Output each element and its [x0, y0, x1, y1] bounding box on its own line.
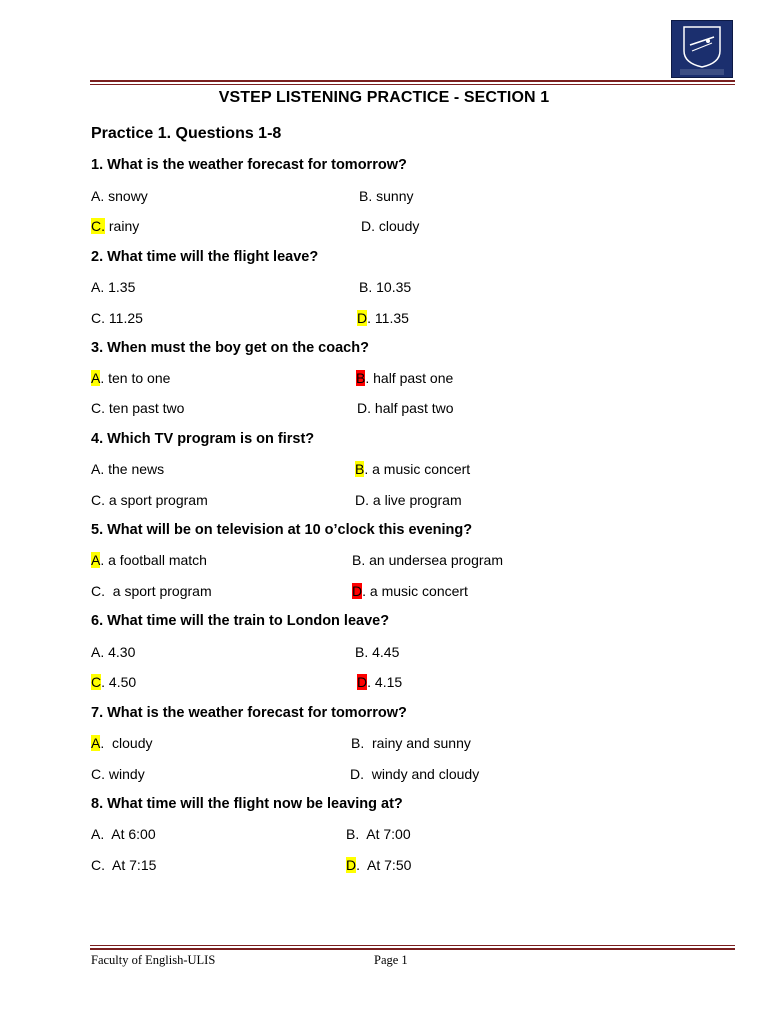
q8-d-letter: D: [346, 857, 357, 873]
practice-heading: Practice 1. Questions 1-8: [91, 125, 282, 142]
q1-option-d: [361, 218, 419, 234]
q2-c-text: . 11.25: [101, 310, 143, 326]
q8-option-b: [346, 826, 411, 842]
q1-a-text: . snowy: [100, 188, 148, 204]
q6-d-letter: D: [357, 674, 368, 690]
q3-option-c: [91, 400, 184, 416]
q8-a-text: . At 6:00: [100, 826, 156, 842]
q6-option-b: [355, 644, 399, 660]
q1-c-letter: C.: [91, 218, 105, 234]
question-8: 8. What time will the flight now be leaving at?: [91, 796, 403, 812]
question-5: 5. What will be on television at 10 o’clock this evening?: [91, 522, 473, 538]
q6-c-text: . 4.50: [101, 674, 137, 690]
q1-b-text: . sunny: [368, 188, 414, 204]
university-crest-icon: [672, 21, 732, 77]
q1-d-letter: D: [361, 218, 372, 234]
q3-option-a: [91, 370, 170, 386]
q4-a-letter: A: [91, 461, 101, 477]
q7-option-a: [91, 735, 152, 751]
q5-option-b: [352, 552, 503, 568]
q8-b-text: . At 7:00: [355, 826, 411, 842]
q1-option-c: [91, 218, 139, 234]
footer-page-number: Page 1: [374, 953, 408, 967]
question-7: 7. What is the weather forecast for tomorrow?: [91, 705, 407, 721]
q2-option-a: [91, 279, 135, 295]
q7-d-text: . windy and cloudy: [360, 766, 480, 782]
q8-option-a: [91, 826, 156, 842]
q2-option-c: [91, 310, 143, 326]
q4-c-letter: C: [91, 492, 102, 508]
q4-d-letter: D: [355, 492, 366, 508]
q5-a-letter: A: [91, 552, 101, 568]
q2-d-letter: D: [357, 310, 368, 326]
header-rule-thin: [90, 84, 735, 85]
q2-option-b: [359, 279, 411, 295]
q7-a-letter: A: [91, 735, 101, 751]
q7-option-b: [351, 735, 471, 751]
q4-option-b: [355, 461, 470, 477]
footer-rule-thin: [90, 945, 735, 946]
q3-a-text: . ten to one: [100, 370, 171, 386]
q1-c-text: rainy: [105, 218, 140, 234]
q7-b-letter: B: [351, 735, 361, 751]
q6-a-text: . 4.30: [100, 644, 136, 660]
question-2: 2. What time will the flight leave?: [91, 249, 319, 265]
question-6: 6. What time will the train to London leave?: [91, 613, 390, 629]
q3-c-letter: C: [91, 400, 102, 416]
q4-b-letter: B: [355, 461, 365, 477]
q5-d-text: . a music concert: [362, 583, 468, 599]
q2-b-text: . 10.35: [368, 279, 412, 295]
q5-a-text: . a football match: [100, 552, 207, 568]
q8-c-text: . At 7:15: [101, 857, 157, 873]
q7-c-text: . windy: [101, 766, 145, 782]
q5-option-a: [91, 552, 207, 568]
question-3: 3. When must the boy get on the coach?: [91, 340, 369, 356]
page-title: VSTEP LISTENING PRACTICE - SECTION 1: [218, 89, 550, 106]
question-1: 1. What is the weather forecast for tomorrow?: [91, 157, 407, 173]
q1-option-b: [359, 188, 413, 204]
q3-b-letter: B: [356, 370, 366, 386]
q8-c-letter: C: [91, 857, 102, 873]
q3-b-text: . half past one: [365, 370, 454, 386]
q5-c-letter: C: [91, 583, 102, 599]
question-4: 4. Which TV program is on first?: [91, 431, 315, 447]
q8-b-letter: B: [346, 826, 356, 842]
q8-option-d: [346, 857, 411, 873]
q3-c-text: . ten past two: [101, 400, 185, 416]
q1-option-a: [91, 188, 148, 204]
q2-b-letter: B: [359, 279, 369, 295]
q8-a-letter: A: [91, 826, 101, 842]
q6-b-text: . 4.45: [364, 644, 400, 660]
q6-b-letter: B: [355, 644, 365, 660]
q7-option-d: [350, 766, 479, 782]
q3-d-text: . half past two: [367, 400, 454, 416]
q3-a-letter: A: [91, 370, 101, 386]
q4-option-d: [355, 492, 462, 508]
q5-c-text: . a sport program: [101, 583, 212, 599]
q8-option-c: [91, 857, 156, 873]
q2-d-text: . 11.35: [367, 310, 409, 326]
q4-c-text: . a sport program: [101, 492, 208, 508]
q7-d-letter: D: [350, 766, 361, 782]
q4-a-text: . the news: [100, 461, 165, 477]
q5-b-text: . an undersea program: [361, 552, 503, 568]
q6-a-letter: A: [91, 644, 101, 660]
q4-option-a: [91, 461, 164, 477]
q6-option-d: [357, 674, 402, 690]
q2-c-letter: C: [91, 310, 102, 326]
q3-option-b: [356, 370, 453, 386]
q8-d-text: . At 7:50: [356, 857, 412, 873]
q1-b-letter: B: [359, 188, 369, 204]
q7-a-text: . cloudy: [100, 735, 153, 751]
q1-d-text: . cloudy: [371, 218, 420, 234]
q5-b-letter: B: [352, 552, 362, 568]
q6-d-text: . 4.15: [367, 674, 403, 690]
q5-option-d: [352, 583, 468, 599]
q5-d-letter: D: [352, 583, 363, 599]
q6-option-a: [91, 644, 135, 660]
q5-option-c: [91, 583, 212, 599]
footer-rule: [90, 948, 735, 950]
q1-a-letter: A: [91, 188, 101, 204]
q6-c-letter: C: [91, 674, 102, 690]
q4-b-text: . a music concert: [364, 461, 471, 477]
q7-c-letter: C: [91, 766, 102, 782]
q2-option-d: [357, 310, 409, 326]
header-rule: [90, 80, 735, 82]
q3-d-letter: D: [357, 400, 368, 416]
q7-b-text: . rainy and sunny: [360, 735, 471, 751]
footer-faculty: Faculty of English-ULIS: [91, 953, 216, 967]
q7-option-c: [91, 766, 145, 782]
university-logo: [671, 20, 733, 78]
q2-a-letter: A: [91, 279, 101, 295]
q2-a-text: . 1.35: [100, 279, 136, 295]
q4-option-c: [91, 492, 208, 508]
q6-option-c: [91, 674, 136, 690]
q4-d-text: . a live program: [365, 492, 462, 508]
q3-option-d: [357, 400, 454, 416]
